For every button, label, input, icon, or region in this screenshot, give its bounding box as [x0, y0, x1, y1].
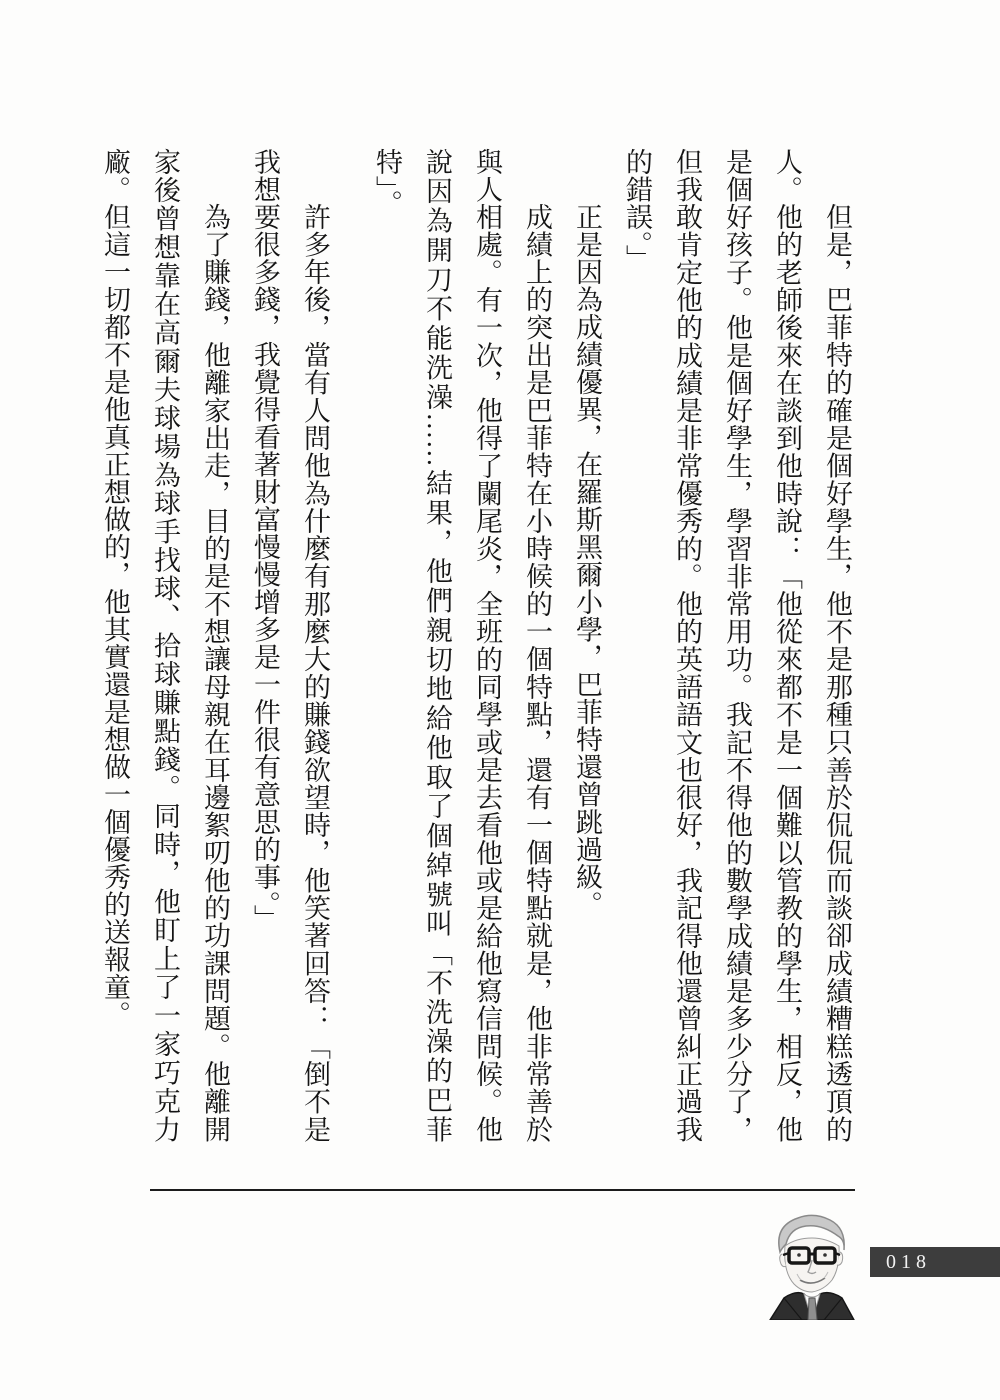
paragraph-1: 但是，巴菲特的確是個好學生，他不是那種只善於侃侃而談卻成績糟糕透頂的人。他的老師後來在談到他時說：「他從來都不是一個難以管教的學生，相反，他是個好孩子。他是個好學生，學習非常用功。我記不得他的數學成績是多少分了，但我敢肯定他的成績是非常優秀的。他的英語語文也很好，我記得他還曾糾正過我的錯誤。」 [622, 148, 852, 1143]
page-number-badge [870, 1247, 1000, 1277]
paragraph-3: 成績上的突出是巴菲特在小時候的一個特點，還有一個特點就是，他非常善於與人相處。有一次，他得了闌尾炎，全班的同學或是去看他或是給他寫信問候。他說因為開刀不能洗澡……結果，他們親切地給他取了個綽號叫「不洗澡的巴菲特」。 [372, 148, 552, 1143]
buffett-portrait-illustration [768, 1210, 856, 1320]
paragraph-2: 正是因為成績優異，在羅斯黑爾小學，巴菲特還曾跳過級。 [572, 203, 602, 918]
page-number: 018 [886, 1250, 931, 1273]
portrait-sketch-svg [768, 1210, 856, 1320]
paragraph-5: 為了賺錢，他離家出走，目的是不想讓母親在耳邊絮叨他的功課問題。他離開家後曾想靠在高爾夫球場為球手找球、拾球賺點錢。同時，他盯上了一家巧克力廠。但這一切都不是他真正想做的，他其實還是想做一個優秀的送報童。 [100, 148, 230, 1143]
paragraph-4: 許多年後，當有人問他為什麼有那麼大的賺錢欲望時，他笑著回答：「倒不是我想要很多錢，我覺得看著財富慢慢增多是一件很有意思的事。」 [250, 148, 330, 1143]
article-text [100, 148, 862, 1143]
footer-divider [150, 1189, 855, 1191]
